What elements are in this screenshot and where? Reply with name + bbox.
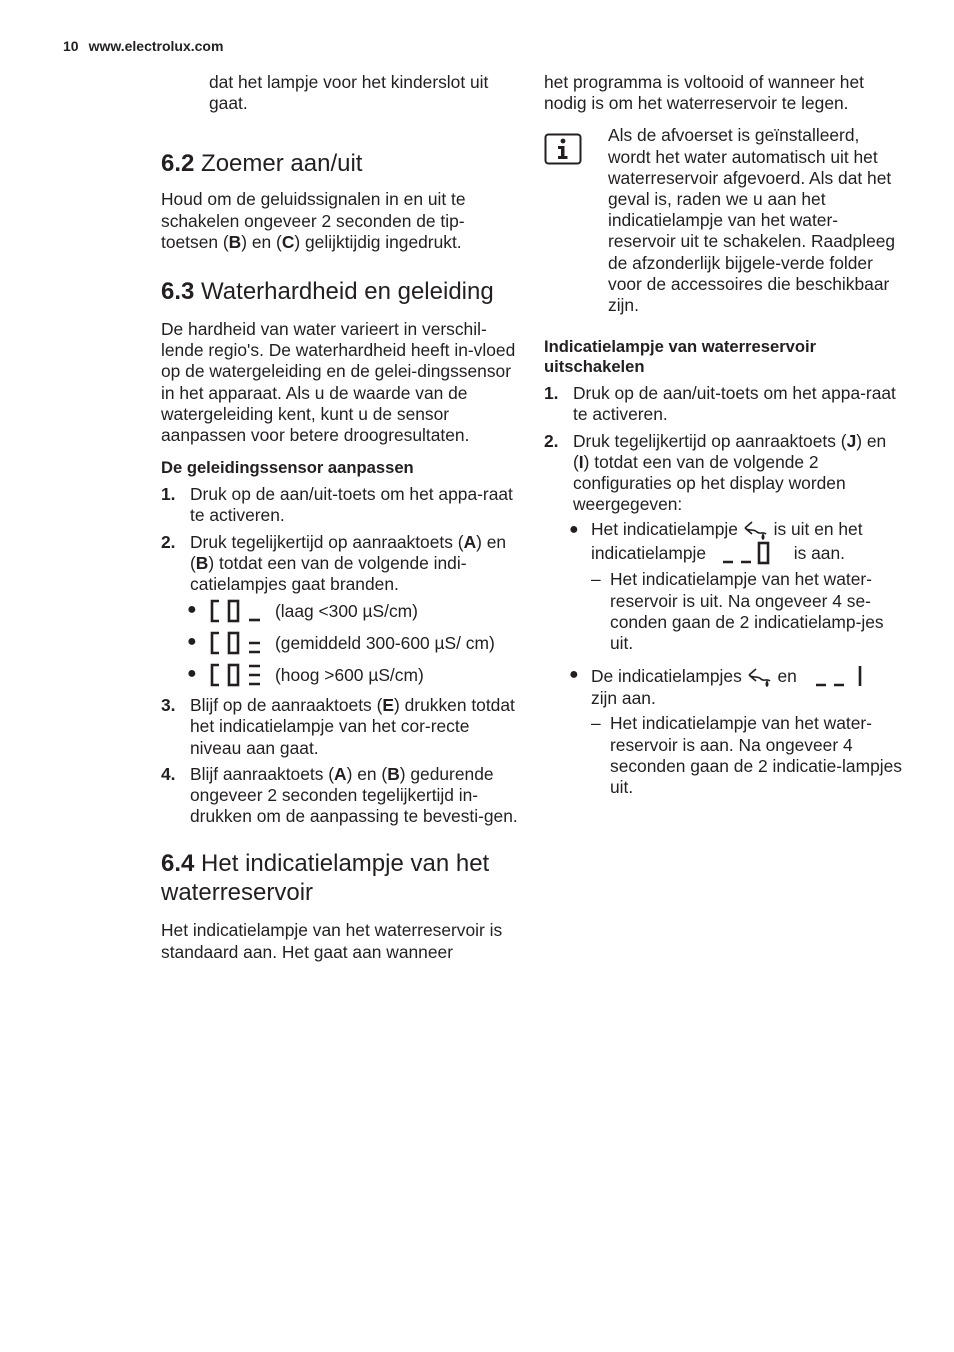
display-dash-dash-zero-icon (719, 541, 783, 565)
section-6-2-body: Houd om de geluidssignalen in en uit te schakelen ongeveer 2 seconden de tip-toetsen (B) en (C) gelijktijdig ingedrukt. (161, 189, 466, 252)
info-text: Als de afvoerset is geïnstalleerd, wordt het water automatisch uit het waterreservoir afgevoerd. Als dat het geval is, raden we u aan het indicatielampje van het water-reservoir uit te schakelen. Raadpleeg de afzonderlijk bijgele-verde folder voor de accessoires die beschikbaar zijn. (608, 125, 896, 316)
config-2: ● De indicatielampjes en zijn aan. – Het indicatielampje van het water-reservoir is aan. Na ongeveer 4 seconden gaan de 2 indicatie-lampjes uit. (563, 664, 904, 798)
step-4: 4. Blijf aanraaktoets (A) en (B) gedurende ongeveer 2 seconden tegelijkertijd in-drukken om de aanpassing te bevesti-gen. (161, 763, 518, 827)
section-6-3-heading: 6.3 Waterhardheid en geleiding (161, 278, 494, 306)
right-column (544, 72, 904, 808)
display-co-low-icon (209, 599, 265, 623)
water-reservoir-icon (747, 666, 773, 688)
level-low: ● (laag <300 µS/cm) (187, 601, 418, 622)
page-number: 10 (63, 38, 79, 54)
website-link[interactable]: www.electrolux.com (88, 38, 224, 54)
section-6-4-heading: 6.4 Het indicatielampje van het waterreservoir (161, 850, 490, 907)
page-header (63, 38, 223, 54)
step-3: 3. Blijf op de aanraaktoets (E) drukken totdat het indicatielampje van het cor-recte niveau aan gaat. (161, 695, 515, 758)
config-list (563, 519, 904, 798)
section-6-4-body: Het indicatielampje van het waterreservoir is standaard aan. Het gaat aan wanneer (161, 920, 503, 962)
display-co-high-icon (209, 663, 265, 687)
display-dash-dash-one-icon (810, 664, 874, 688)
left-column (161, 72, 521, 963)
step-2-right: 2. Druk tegelijkertijd op aanraaktoets (J) en (I) totdat een van de volgende 2 configuraties op het display worden weergegeven: ● Het indicatielampje is uit en het indicatielampje is aan. – Het indicatielampje van het water-reservoir is uit. Na ongeveer 4 se-conden gaan de 2 indicatielamp-jes uit. ● De indicatielampjes en zijn aan. – Het indicatielampje van het water-reservoir is aan. Na ongeveer 4 seconden gaan de 2 indicatie-lampjes uit. (544, 431, 904, 799)
sensor-steps (161, 484, 521, 827)
continued-text: dat het lampje voor het kinderslot uit gaat. (209, 72, 489, 114)
step-1-right: 1. Druk op de aan/uit-toets om het appa-raat te activeren. (544, 383, 896, 425)
display-co-medium-icon (209, 631, 265, 655)
sensor-adjust-subheading: De geleidingssensor aanpassen (161, 458, 414, 478)
config-1-detail: – Het indicatielampje van het water-reservoir is uit. Na ongeveer 4 se-conden gaan de 2 indicatielamp-jes uit. (591, 569, 884, 654)
config-2-detail: – Het indicatielampje van het water-reservoir is aan. Na ongeveer 4 seconden gaan de 2 indicatie-lampjes uit. (591, 713, 902, 798)
continued-text-right: het programma is voltooid of wanneer het nodig is om het waterreservoir te legen. (544, 72, 864, 114)
level-medium: ● (gemiddeld 300-600 µS/ cm) (187, 633, 495, 654)
step-1: 1. Druk op de aan/uit-toets om het appa-raat te activeren. (161, 484, 513, 526)
info-icon (544, 133, 582, 165)
reservoir-steps (544, 383, 904, 798)
info-note (544, 125, 904, 316)
section-6-2-heading: 6.2 Zoemer aan/uit (161, 150, 363, 178)
step-2: 2. Druk tegelijkertijd op aanraaktoets (A) en (B) totdat een van de volgende indi-catielampjes gaat branden. ● (laag <300 µS/cm) ● (gemiddeld 300-600 µS/ cm) ● (hoog >600 µS/cm) (161, 532, 521, 688)
config-1: ● Het indicatielampje is uit en het indicatielampje is aan. – Het indicatielampje van het water-reservoir is uit. Na ongeveer 4 se-conden gaan de 2 indicatielamp-jes uit. (563, 519, 904, 654)
conductivity-levels (181, 599, 521, 687)
reservoir-off-subheading: Indicatielampje van waterreservoir uitschakelen (544, 337, 817, 377)
water-reservoir-icon (743, 519, 769, 541)
level-high: ● (hoog >600 µS/cm) (187, 665, 424, 686)
section-6-3-body: De hardheid van water varieert in verschil-lende regio's. De waterhardheid heeft in-vloed op de watergeleiding en de gelei-dingssensor in het apparaat. Als u de waarde van de watergeleiding kent, kunt u de sensor aanpassen voor betere droogresultaten. (161, 319, 516, 446)
